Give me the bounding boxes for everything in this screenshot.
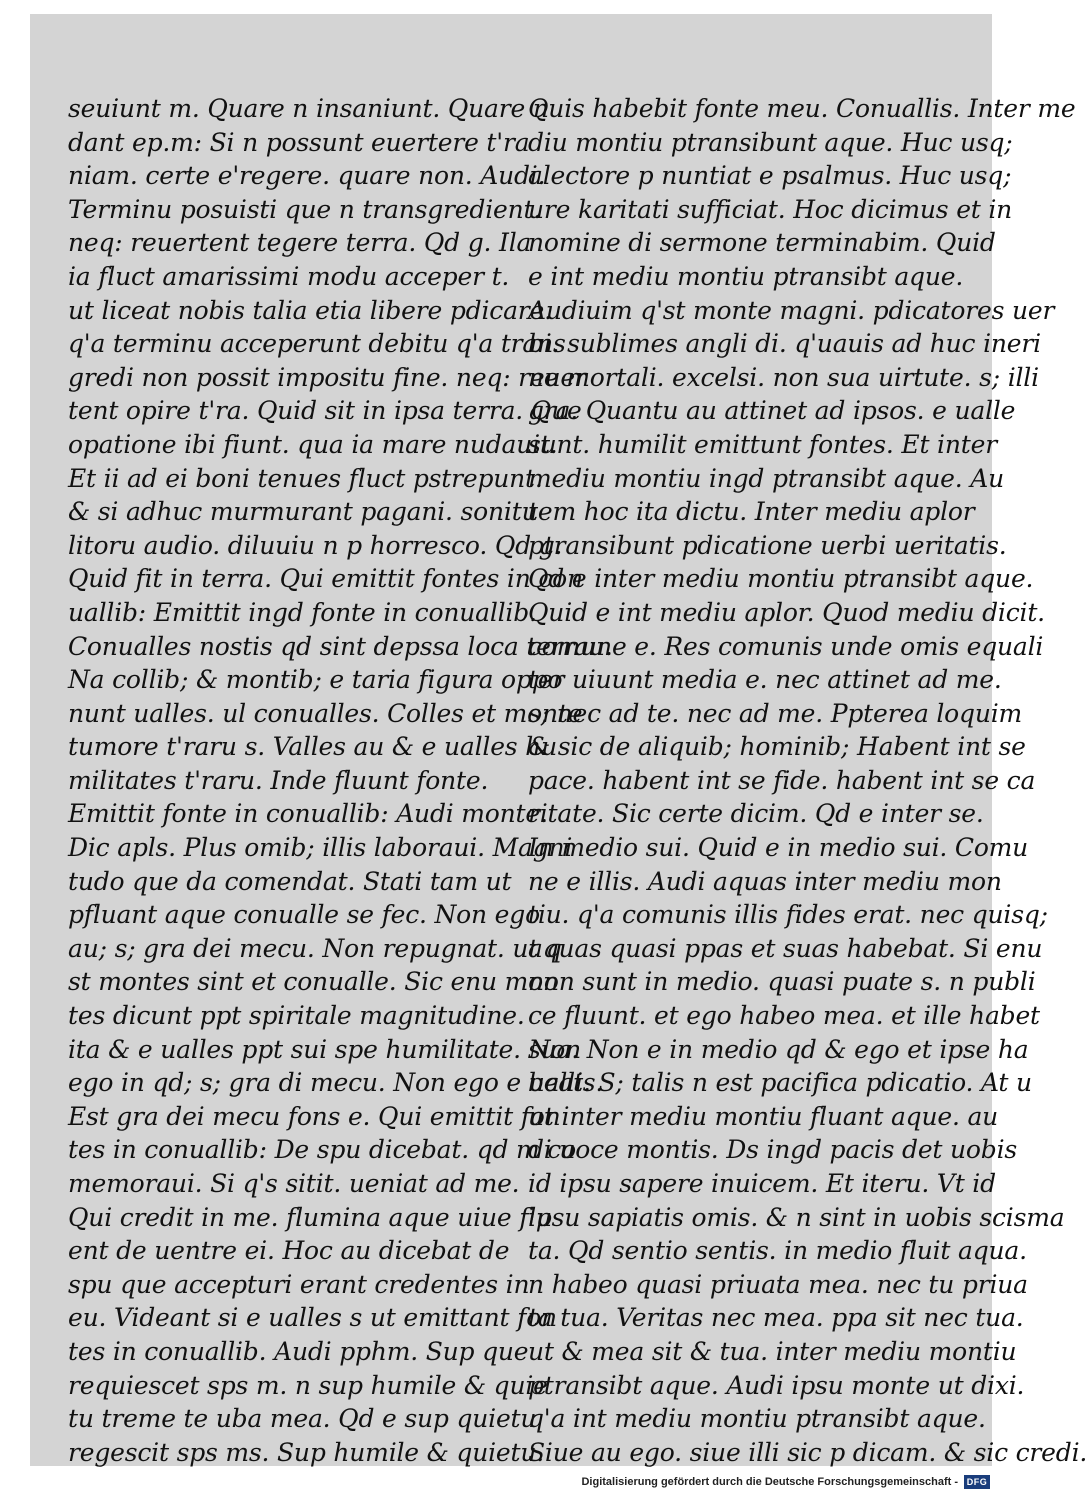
- manuscript-line: mediu montiu ingd ptransibt aque. Au: [528, 463, 1005, 493]
- manuscript-line: seuiunt m. Quare n insaniunt. Quare n: [68, 94, 549, 123]
- manuscript-line: & si adhuc murmurant pagani. sonitu: [68, 497, 538, 527]
- manuscript-line: ut liceat nobis talia etia libere pdicare.: [68, 295, 552, 325]
- manuscript-line: & sic de aliquib; hominib; Habent int se: [528, 732, 1026, 762]
- manuscript-line: aquas quasi ppas et suas habebat. Si enu: [528, 933, 1043, 963]
- manuscript-line: gra. Quantu au attinet ad ipsos. e ualle: [528, 396, 1016, 426]
- manuscript-line: au; s; gra dei mecu. Non repugnat. ut q: [68, 933, 562, 963]
- manuscript-line: s; nec ad te. nec ad me. Ppterea loquim: [528, 698, 1023, 728]
- manuscript-line: niam. certe e'regere. quare non. Audi.: [68, 161, 546, 191]
- manuscript-line: Siue au ego. siue illi sic p dicam. & sic credi.: [528, 1437, 1087, 1467]
- manuscript-line: alectore p nuntiat e psalmus. Huc usq;: [528, 161, 1012, 191]
- manuscript-line: tes in conuallib: De spu dicebat. qd m co: [68, 1135, 576, 1165]
- manuscript-line: Et ii ad ei boni tenues fluct pstrepunt.: [68, 463, 543, 493]
- manuscript-line: ut inter mediu montiu fluant aque. au: [528, 1101, 999, 1131]
- manuscript-line: non sunt in medio. quasi puate s. n publi: [528, 967, 1036, 997]
- manuscript-line: tes dicunt ppt spiritale magnitudine.: [68, 1001, 525, 1031]
- manuscript-line: sua. Non e in medio qd & ego et ipse ha: [528, 1034, 1029, 1064]
- funding-credit: Digitalisierung gefördert durch die Deutsche Forschungsgemeinschaft -: [581, 1476, 958, 1488]
- manuscript-line: q'a int mediu montiu ptransibt aque.: [528, 1404, 986, 1434]
- manuscript-line: tent opire t'ra. Quid sit in ipsa terra. Que: [68, 396, 582, 426]
- manuscript-line: st montes sint et conualle. Sic enu mon: [68, 967, 559, 997]
- manuscript-line: ne mortali. excelsi. non sua uirtute. s; illi: [528, 362, 1039, 392]
- manuscript-line: ptransibunt pdicatione uerbi ueritatis.: [528, 530, 1007, 560]
- manuscript-line: pfluant aque conualle se fec. Non ego: [68, 900, 540, 930]
- manuscript-line: Dic apls. Plus omib; illis laboraui. Magni: [68, 833, 573, 863]
- manuscript-line: Quid fit in terra. Qui emittit fontes in con: [68, 564, 583, 594]
- manuscript-line: e int mediu montiu ptransibt aque.: [528, 261, 964, 291]
- manuscript-line: nunt ualles. ul conualles. Colles et monte: [68, 698, 583, 728]
- manuscript-line: comune e. Res comunis unde omis equali: [528, 631, 1044, 661]
- left-column: [68, 92, 613, 1469]
- manuscript-line: In medio sui. Quid e in medio sui. Comu: [528, 833, 1029, 863]
- manuscript-line: ne e illis. Audi aquas inter mediu mon: [528, 866, 1002, 896]
- manuscript-line: neq: reuertent tegere terra. Qd g. Ila: [68, 228, 532, 258]
- manuscript-line: ita & e ualles ppt sui spe humilitate. Non: [68, 1034, 582, 1064]
- manuscript-line: bi. sublimes angli di. q'uauis ad huc ineri: [528, 329, 1041, 359]
- manuscript-line: Audiuim q'st monte magni. pdicatores uer: [528, 295, 1055, 325]
- manuscript-line: tes in conuallib. Audi pphm. Sup que: [68, 1336, 529, 1366]
- manuscript-line: di uoce montis. Ds ingd pacis det uobis: [528, 1135, 1017, 1165]
- manuscript-line: sunt. humilit emittunt fontes. Et inter: [528, 429, 997, 459]
- manuscript-line: gredi non possit impositu fine. neq: reuer: [68, 362, 587, 392]
- manuscript-line: ut & mea sit & tua. inter mediu montiu: [528, 1336, 1017, 1366]
- manuscript-line: ta tua. Veritas nec mea. ppa sit nec tua.: [528, 1303, 1024, 1333]
- manuscript-line: q'a terminu acceperunt debitu q'a trans: [68, 329, 566, 359]
- manuscript-line: regescit sps ms. Sup humile & quietu.: [68, 1437, 545, 1467]
- manuscript-line: Na collib; & montib; e taria figura oppo: [68, 665, 563, 695]
- manuscript-line: ent de uentre ei. Hoc au dicebat de: [68, 1236, 510, 1266]
- manuscript-line: ce fluunt. et ego habeo mea. et ille habet: [528, 1001, 1040, 1031]
- manuscript-line: ia fluct amarissimi modu acceper t.: [68, 261, 510, 291]
- manuscript-line: opatione ibi fiunt. qua ia mare nudauit.: [68, 429, 558, 459]
- manuscript-line: ipsu sapiatis omis. & n sint in uobis scisma: [528, 1202, 1065, 1232]
- manuscript-line: n habeo quasi priuata mea. nec tu priua: [528, 1269, 1028, 1299]
- manuscript-line: Quid e int mediu aplor. Quod mediu dicit.: [528, 597, 1045, 627]
- manuscript-line: ta. Qd sentio sentis. in medio fluit aqua.: [528, 1236, 1027, 1266]
- manuscript-line: tiu. q'a comunis illis fides erat. nec quisq;: [528, 900, 1048, 930]
- manuscript-line: nomine di sermone terminabim. Quid: [528, 228, 996, 258]
- manuscript-line: Quis habebit fonte meu. Conuallis. Inter me: [528, 94, 1076, 123]
- manuscript-line: Conualles nostis qd sint depssa loca terrau.: [68, 631, 613, 661]
- manuscript-line: tudo que da comendat. Stati tam ut: [68, 866, 512, 896]
- manuscript-line: uallib: Emittit ingd fonte in conuallib.: [68, 597, 537, 627]
- manuscript-line: Terminu posuisti que n transgredient.: [68, 194, 542, 224]
- manuscript-line: litoru audio. diluuiu n p horresco. Qd g.: [68, 530, 563, 560]
- manuscript-line: spu que accepturi erant credentes in: [68, 1269, 530, 1299]
- manuscript-line: militates t'raru. Inde fluunt fonte.: [68, 765, 489, 795]
- manuscript-line: requiescet sps m. n sup humile & quie: [68, 1370, 548, 1400]
- manuscript-line: ritate. Sic certe dicim. Qd e inter se.: [528, 799, 984, 829]
- manuscript-line: ter uiuunt media e. nec attinet ad me.: [528, 665, 1002, 695]
- manuscript-line: Qd e inter mediu montiu ptransibt aque.: [528, 564, 1034, 594]
- dfg-logo-icon: DFG: [964, 1475, 990, 1489]
- manuscript-line: tumore t'raru s. Valles au & e ualles hu: [68, 732, 557, 762]
- manuscript-line: ego in qd; s; gra di mecu. Non ego e uallis.: [68, 1068, 604, 1098]
- manuscript-line: Emittit fonte in conuallib: Audi monte.: [68, 799, 548, 829]
- footer: [0, 1472, 1000, 1497]
- manuscript-line: id ipsu sapere inuicem. Et iteru. Vt id: [528, 1169, 996, 1198]
- manuscript-line: memoraui. Si q's sitit. ueniat ad me.: [68, 1169, 520, 1198]
- manuscript-line: beat. S; talis n est pacifica pdicatio. At u: [528, 1068, 1032, 1098]
- manuscript-line: ure karitati sufficiat. Hoc dicimus et in: [528, 194, 1013, 224]
- manuscript-line: diu montiu ptransibunt aque. Huc usq;: [528, 127, 1013, 157]
- manuscript-line: tem hoc ita dictu. Inter mediu aplor: [528, 497, 975, 527]
- manuscript-line: Qui credit in me. flumina aque uiue flu: [68, 1202, 552, 1232]
- right-column: [528, 92, 1087, 1469]
- manuscript-line: dant ep.m: Si n possunt euertere t'ra: [68, 127, 530, 157]
- manuscript-line: pace. habent int se fide. habent int se ca: [528, 765, 1036, 795]
- manuscript-line: Est gra dei mecu fons e. Qui emittit fon: [68, 1101, 561, 1131]
- manuscript-line: tu treme te uba mea. Qd e sup quietu: [68, 1404, 537, 1434]
- manuscript-line: eu. Videant si e ualles s ut emittant fon: [68, 1303, 557, 1333]
- manuscript-line: ptransibt aque. Audi ipsu monte ut dixi.: [528, 1370, 1025, 1400]
- manuscript-scan: [30, 14, 1087, 1467]
